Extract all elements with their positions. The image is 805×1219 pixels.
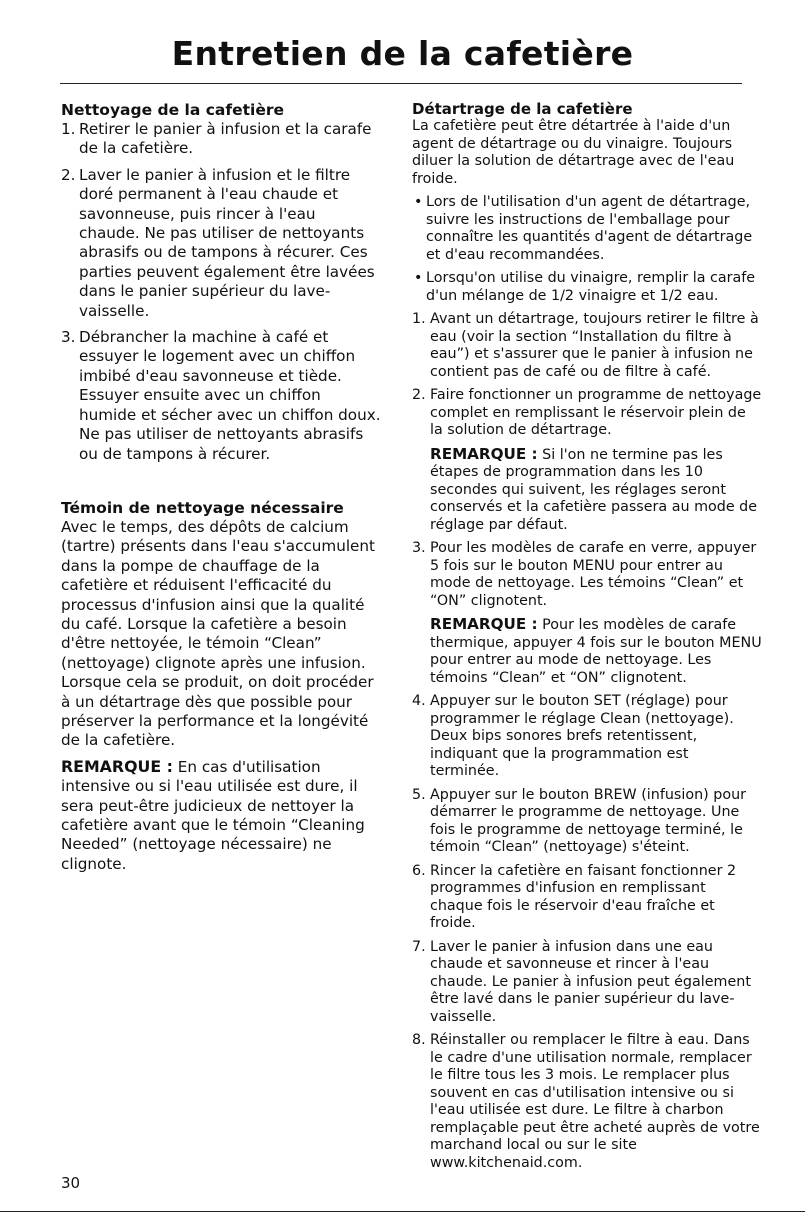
step-number: 8. [412,1032,426,1048]
note-paragraph [430,616,762,687]
title-divider [60,83,742,84]
step-text: Avant un détartrage, toujours retirer le filtre à eau (voir la section “Installation du filtre à eau”) et s'assurer que le panier à infusion ne contient pas de café ou de filtre à café. [430,311,759,380]
list-item [412,1032,762,1172]
step-text: Laver le panier à infusion dans une eau chaude et savonneuse et rincer à l'eau chaude. Le panier à infusion peut également être lavé dans le panier supérieur du lave-vaisselle. [430,938,751,1025]
step-number: 4. [412,693,426,709]
step-number: 3. [61,328,76,347]
note-label: REMARQUE : [61,756,173,776]
step-number: 1. [61,120,76,138]
step-number: 1. [412,311,426,327]
page-number: 30 [61,1174,81,1192]
step-number: 7. [412,938,426,955]
bottom-divider [0,1211,805,1212]
step-text: Réinstaller ou remplacer le filtre à eau. Dans le cadre d'une utilisation normale, remplacer le filtre tous les 3 mois. Le remplacer plus souvent en cas d'utilisation intensive ou si l'eau utilisée est dure. Le filtre à charbon remplaçable peut être acheté auprès de votre marchand local ou sur le site www.kitchenaid.com. [430,1032,760,1171]
step-text: Appuyer sur le bouton SET (réglage) pour programmer le réglage Clean (nettoyage). Deux bips sonores brefs retentissent, indiquant que la programmation est terminée. [430,693,734,779]
step-number: 5. [412,786,426,803]
note-text: En cas d'utilisation intensive ou si l'eau utilisée est dure, il sera peut-être judicieux de nettoyer la cafetière avant que le témoin “Cleaning Needed” (nettoyage nécessaire) ne clignote. [61,757,365,873]
note-label: REMARQUE : [430,615,538,633]
list-item [412,387,762,534]
list-item [412,194,762,264]
bullet-text: Lorsqu'on utilise du vinaigre, remplir la carafe d'un mélange de 1/2 vinaigre et 1/2 eau. [426,270,756,304]
indicator-paragraph: Avec le temps, des dépôts de calcium (tartre) présents dans l'eau s'accumulent dans la pompe de chauffage de la cafetière et réduisent l'efficacité du processus d'infusion ainsi que la qualité du café. Lorsque la cafetière a besoin d'être nettoyée, le témoin “Clean” (nettoyage) clignote après une infusion. Lorsque cela se produit, on doit procéder à un détartrage dès que possible pour préserver la performance et la longévité de la cafetière. [61,517,375,750]
step-text: Débrancher la machine à café et essuyer le logement avec un chiffon imbibé d'eau savonneuse et tiède. Essuyer ensuite avec un chiffon humide et sécher avec un chiffon doux. Ne pas utiliser de nettoyants abrasifs ou de tampons à récurer. [79,328,381,463]
descaling-steps-list [412,311,762,1172]
step-text: Laver le panier à infusion et le filtre doré permanent à l'eau chaude et savonneuse, puis rincer à l'eau chaude. Ne pas utiliser de nettoyants abrasifs ou de tampons à récurer. Ces parties peuvent également être lavées dans le panier supérieur du lave-vaisselle. [79,165,375,320]
left-column [61,100,381,874]
page-title: Entretien de la cafetière [171,34,634,73]
list-item [61,166,381,321]
bullet-marker: • [414,270,423,286]
list-item [412,939,762,1027]
step-text: Pour les modèles de carafe en verre, appuyer 5 fois sur le bouton MENU pour entrer au mode de nettoyage. Les témoins “Clean” et “ON” clignotent. [430,540,757,609]
descaling-heading: Détartrage de la cafetière [412,100,633,118]
note-paragraph [61,757,381,874]
step-text: Appuyer sur le bouton BREW (infusion) pour démarrer le programme de nettoyage. Une fois le programme de nettoyage terminé, le témoin “Clean” (nettoyage) s'éteint. [430,786,747,855]
descaling-bullets [412,194,762,305]
descaling-intro: La cafetière peut être détartrée à l'aide d'un agent de détartrage ou du vinaigre. Toujours diluer la solution de détartrage avec de l'eau froide. [412,118,735,187]
step-number: 2. [61,165,76,184]
indicator-heading: Témoin de nettoyage nécessaire [61,498,344,517]
list-item [412,540,762,687]
right-column [412,100,762,1172]
note-text: Si l'on ne termine pas les étapes de programmation dans les 10 secondes qui suivent, les réglages seront conservés et la cafetière passera au mode de réglage par défaut. [430,446,758,533]
cleaning-steps-list [61,120,381,464]
note-label: REMARQUE : [430,444,538,463]
step-text: Faire fonctionner un programme de nettoyage complet en remplissant le réservoir plein de la solution de détartrage. [430,387,762,438]
list-item [412,270,762,305]
step-text: Retirer le panier à infusion et la carafe de la cafetière. [79,120,372,158]
bullet-text: Lors de l'utilisation d'un agent de détartrage, suivre les instructions de l'emballage pour connaître les quantités d'agent de détartrage et d'eau recommandées. [426,194,753,263]
step-number: 3. [412,540,426,556]
step-number: 6. [412,862,426,879]
list-item [412,311,762,381]
note-paragraph [430,446,762,535]
list-item [61,120,381,159]
list-item [412,863,762,933]
list-item [412,787,762,857]
bullet-marker: • [414,194,423,210]
step-text: Rincer la cafetière en faisant fonctionner 2 programmes d'infusion en remplissant chaque fois le réservoir d'eau fraîche et froide. [430,862,737,931]
list-item [412,693,762,781]
list-item [61,328,381,464]
cleaning-heading: Nettoyage de la cafetière [61,101,284,119]
note-text: Pour les modèles de carafe thermique, appuyer 4 fois sur le bouton MENU pour entrer au mode de nettoyage. Les témoins “Clean” et “ON” clignotent. [430,617,762,686]
step-number: 2. [412,387,426,403]
